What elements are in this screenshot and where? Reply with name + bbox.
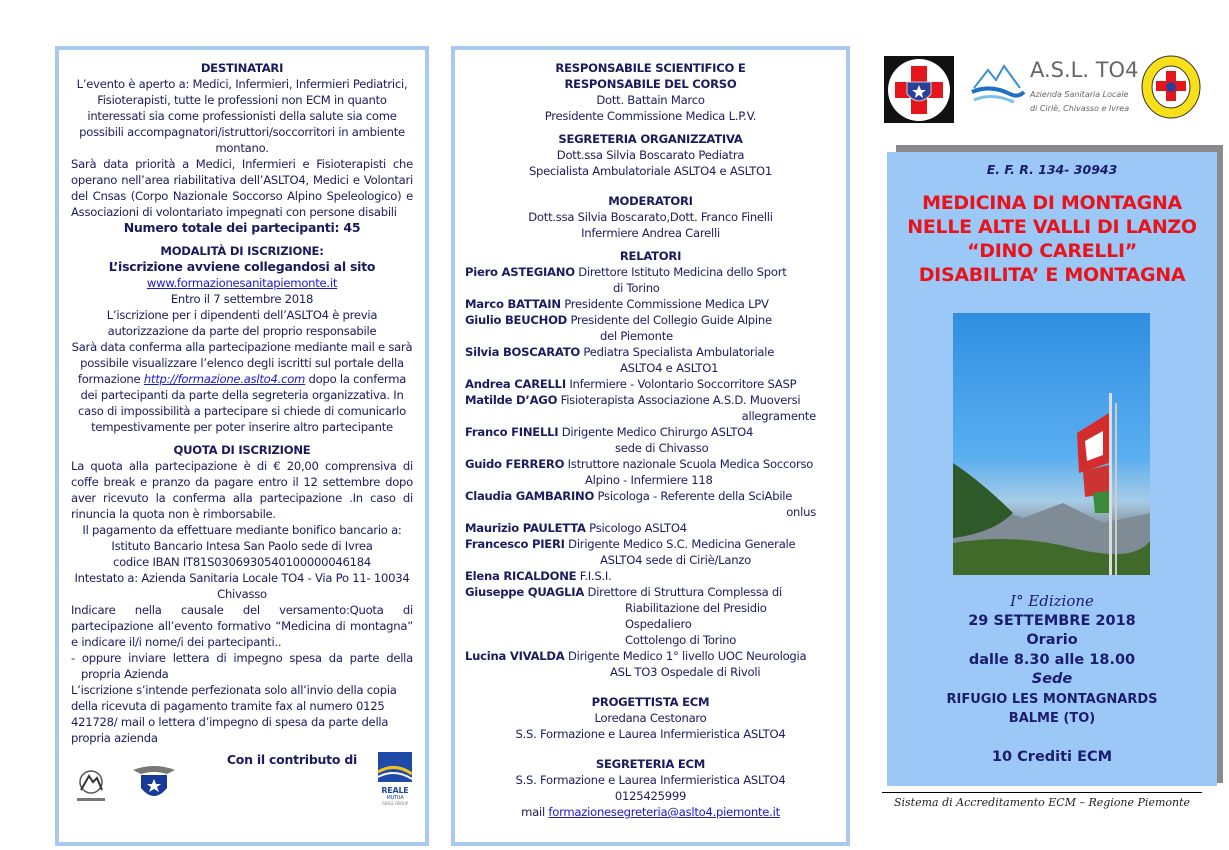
- banca-text: Istituto Bancario Intesa San Paolo sede di Ivrea: [111, 539, 373, 553]
- destinatari-text: L’evento è aperto a: Medici, Infermieri, Infermieri Pediatrici, Fisioterapisti, tutte le professioni non ECM in quanto interessati sia come professionisti della salute sia come possibili accompagnatori/istruttori/soccorritori in ambiente montano.: [76, 77, 408, 155]
- relatore-role-cont: ASL TO3 Ospedale di Rivoli: [610, 665, 761, 679]
- moderatori-line: Infermiere Andrea Carelli: [581, 226, 720, 240]
- mail-label: mail: [521, 805, 549, 819]
- relatore-name: Lucina VIVALDA: [465, 649, 565, 663]
- relatori-heading: RELATORI: [619, 249, 682, 263]
- moderatori-line: Dott.ssa Silvia Boscarato,Dott. Franco Finelli: [528, 210, 773, 224]
- relatore-role: Pediatra Specialista Ambulatoriale: [583, 345, 775, 359]
- segreteria-ecm-role: S.S. Formazione e Laurea Infermieristica ASLTO4: [515, 773, 786, 787]
- relatore-name: Franco FINELLI: [465, 425, 559, 439]
- relatore-role-cont: ASLTO4 sede di Ciriè/Lanzo: [600, 553, 751, 567]
- segreteria-ecm-phone: 0125425999: [614, 789, 687, 803]
- relatore-role: Direttore Istituto Medicina dello Sport: [578, 265, 787, 279]
- relatore-item: [465, 344, 836, 376]
- edition: I° Edizione: [1010, 592, 1094, 610]
- orario-label: Orario: [1026, 632, 1078, 648]
- dipendenti-text: L’iscrizione per i dipendenti dell’ASLTO4 è previa autorizzazione da parte del proprio responsabile: [106, 308, 378, 338]
- accreditation-footer: Sistema di Accreditamento ECM – Regione Piemonte: [882, 792, 1202, 809]
- panel-people: [451, 46, 850, 846]
- relatore-role-cont: Cottolengo di Torino: [625, 633, 737, 647]
- relatore-name: Francesco PIERI: [465, 537, 565, 551]
- relatore-name: Maurizio PAULETTA: [465, 521, 586, 535]
- participants-count: Numero totale dei partecipanti: 45: [123, 220, 361, 235]
- quota-heading: QUOTA DI ISCRIZIONE: [173, 443, 311, 457]
- asl-logo-sub2: di Ciriè, Chivasso e Ivrea: [1030, 104, 1130, 113]
- cnsas-badge-logo-icon: [1140, 55, 1202, 119]
- event-details: [887, 592, 1217, 767]
- relatore-name: Andrea CARELLI: [465, 377, 566, 391]
- red-cross-eagle-icon: [887, 58, 951, 122]
- relatore-role-cont: ASLTO4 e ASLTO1: [620, 361, 719, 375]
- relatore-item: [465, 392, 836, 424]
- segreteria-ecm-heading: SEGRETERIA ECM: [595, 757, 706, 771]
- iban-text: codice IBAN IT81S0306930540100000046184: [112, 555, 372, 569]
- relatore-item: [465, 584, 836, 648]
- relatore-item: [465, 456, 836, 488]
- relatore-role: Istruttore nazionale Scuola Medica Soccorso: [567, 457, 814, 471]
- relatore-item: [465, 296, 836, 312]
- mutua-text: MUTUA: [386, 795, 404, 801]
- reale-text: REALE: [381, 786, 409, 795]
- causale-text: Indicare nella causale del versamento:Quota di partecipazione all’evento formativo “Medicina di montagna” e indicare il/i nome/i dei partecipanti..: [71, 603, 413, 649]
- conferma-post: dopo la conferma dei partecipanti da parte della segreteria organizzativa. In caso di impossibilità a partecipare si chiede di comunicarlo tempestivamente per poter inserire altro partecipante: [78, 372, 407, 434]
- cover-panel: [878, 50, 1223, 850]
- relatore-role: F.I.S.I.: [579, 569, 612, 583]
- relatore-item: [465, 376, 836, 392]
- portal-link[interactable]: http://formazione.aslto4.com: [143, 372, 306, 386]
- perfezionata-text: L’iscrizione s’intende perfezionata solo all’invio della copia della ricevuta di pagamento tramite fax al numero 0125 421728/ mail o lettera d’impegno di spesa da parte della propria azienda: [71, 683, 397, 745]
- progettista-heading: PROGETTISTA ECM: [591, 695, 710, 709]
- event-date: 29 SETTEMBRE 2018: [968, 612, 1136, 629]
- relatore-role-cont: Alpino - Infermiere 118: [585, 473, 713, 487]
- relatore-role-cont: onlus: [786, 505, 816, 519]
- cai-eagle-logo-icon: [131, 762, 177, 806]
- relatore-item: [465, 648, 836, 680]
- conferma-pre: Sarà data conferma alla partecipazione mediante mail e sarà possibile visualizzare l’elenco degli iscritti sul portale della formazione: [71, 340, 413, 386]
- progettista-role: S.S. Formazione e Laurea Infermieristica ASLTO4: [515, 727, 786, 741]
- relatore-name: Marco BATTAIN: [465, 297, 561, 311]
- responsabile-role: Presidente Commissione Medica L.P.V.: [544, 109, 757, 123]
- asl-logo-sub: [1030, 88, 1129, 116]
- relatore-item: [465, 520, 836, 536]
- relatore-name: Silvia BOSCARATO: [465, 345, 580, 359]
- reale-mutua-logo: [377, 752, 413, 806]
- relatore-role: Dirigente Medico Chirurgo ASLTO4: [561, 425, 754, 439]
- relatore-role: Dirigente Medico S.C. Medicina Generale: [568, 537, 796, 551]
- segreteria-name: Dott.ssa Silvia Boscarato Pediatra: [556, 148, 745, 162]
- title-line: DISABILITA’ E MONTAGNA: [918, 264, 1186, 286]
- title-line: NELLE ALTE VALLI DI LANZO: [907, 216, 1197, 238]
- moderatori-heading: MODERATORI: [608, 194, 693, 208]
- relatore-name: Elena RICALDONE: [465, 569, 577, 583]
- segreteria-heading: SEGRETERIA ORGANIZZATIVA: [558, 132, 743, 146]
- relatore-role: Presidente del Collegio Guide Alpine: [570, 313, 772, 327]
- relatore-role-cont: di Torino: [613, 281, 660, 295]
- relatore-role-cont: allegramente: [741, 409, 816, 423]
- contributo-label: Con il contributo di: [226, 752, 358, 767]
- segreteria-role: Specialista Ambulatoriale ASLTO4 e ASLTO1: [528, 164, 773, 178]
- asl-logo-sub1: Azienda Sanitaria Locale: [1030, 90, 1129, 99]
- reale-group-text: REALE GROUP: [382, 801, 408, 806]
- relatore-name: Matilde D’AGO: [465, 393, 558, 407]
- ecm-credits: 10 Crediti ECM: [991, 748, 1113, 765]
- sede-value: RIFUGIO LES MONTAGNARDS: [946, 691, 1158, 707]
- relatore-item: [465, 488, 836, 520]
- relatore-item: [465, 312, 836, 344]
- relatore-role: Presidente Commissione Medica LPV: [564, 297, 769, 311]
- formazione-site-link[interactable]: www.formazionesanitapiemonte.it: [146, 276, 338, 290]
- relatore-role-cont: del Piemonte: [600, 329, 673, 343]
- relatore-name: Giuseppe QUAGLIA: [465, 585, 585, 599]
- sede-label: Sede: [1031, 671, 1073, 687]
- conferma-text: [71, 339, 413, 435]
- destinatari-heading: DESTINATARI: [200, 61, 284, 75]
- oppure-text: - oppure inviare lettera di impegno spesa da parte della propria Azienda: [71, 651, 413, 681]
- asl-logo-name: A.S.L. TO4: [1030, 58, 1139, 82]
- relatore-name: Piero ASTEGIANO: [465, 265, 575, 279]
- mountain-flags-photo: [953, 313, 1150, 575]
- efr-code: E. F. R. 134- 30943: [986, 162, 1118, 177]
- relatore-role: Dirigente Medico 1° livello UOC Neurologia: [567, 649, 807, 663]
- relatore-role: Psicologa - Referente della SciAbile: [597, 489, 793, 503]
- panel-registration: [55, 46, 429, 846]
- title-line: MEDICINA DI MONTAGNA: [922, 192, 1182, 214]
- reale-mutua-logo-icon: [378, 752, 412, 782]
- modalita-subheading: L’iscrizione avviene collegandosi al sito: [108, 259, 376, 274]
- cnsas-medical-logo: [884, 56, 954, 123]
- quota-text: La quota alla partecipazione è di € 20,00 comprensiva di coffe break e pranzo da pagare entro il 12 settembre dopo aver ricevuto la conferma alla partecipazione .In caso di rinuncia la quota non è rimborsabile.: [71, 459, 413, 521]
- segreteria-mail-link[interactable]: formazionesegreteria@aslto4.piemonte.it: [548, 805, 780, 819]
- asl-mountain-logo-icon: [970, 62, 1026, 106]
- relatore-item: [465, 536, 836, 568]
- relatore-item: [465, 424, 836, 456]
- priorita-text: Sarà data priorità a Medici, Infermieri e Fisioterapisti che operano nell’area riabilitativa dell’ASLTO4, Medici e Volontari del Cnsas (Corpo Nazionale Soccorso Alpino Speleologico) e Associazioni di volontariato impegnati con persone disabili: [71, 157, 413, 219]
- event-title-box: [887, 152, 1217, 786]
- relatore-name: Claudia GAMBARINO: [465, 489, 595, 503]
- pagamento-text: Il pagamento da effettuare mediante bonifico bancario a:: [82, 523, 402, 537]
- modalita-heading: MODALITÀ DI ISCRIZIONE:: [160, 244, 324, 258]
- relatore-role: Direttore di Struttura Complessa di: [587, 585, 783, 599]
- relatori-list: [465, 264, 836, 680]
- relatore-role: Infermiere - Volontario Soccorritore SASP: [569, 377, 797, 391]
- relatore-item: [465, 264, 836, 296]
- luogo-value: BALME (TO): [1008, 711, 1096, 726]
- relatore-role: Psicologo ASLTO4: [589, 521, 687, 535]
- relatore-role: Fisioterapista Associazione A.S.D. Muoversi: [560, 393, 801, 407]
- title-line: “DINO CARELLI”: [967, 240, 1137, 262]
- intestato-text: Intestato a: Azienda Sanitaria Locale TO4 - Via Po 11- 10034 Chivasso: [74, 571, 410, 601]
- society-logo-icon: [71, 766, 111, 806]
- orario-value: dalle 8.30 alle 18.00: [968, 651, 1136, 668]
- relatore-item: [465, 568, 836, 584]
- event-title: [887, 191, 1217, 287]
- responsabile-heading: RESPONSABILE SCIENTIFICO E RESPONSABILE DEL CORSO: [555, 61, 746, 91]
- progettista-name: Loredana Cestonaro: [594, 711, 707, 725]
- flags-image-icon: [953, 313, 1150, 575]
- deadline-text: Entro il 7 settembre 2018: [170, 292, 314, 306]
- relatore-name: Giulio BEUCHOD: [465, 313, 568, 327]
- responsabile-name: Dott. Battain Marco: [596, 93, 705, 107]
- relatore-name: Guido FERRERO: [465, 457, 565, 471]
- relatore-role-cont: sede di Chivasso: [615, 441, 709, 455]
- relatore-role-cont: Riabilitazione del Presidio Ospedaliero: [625, 601, 767, 631]
